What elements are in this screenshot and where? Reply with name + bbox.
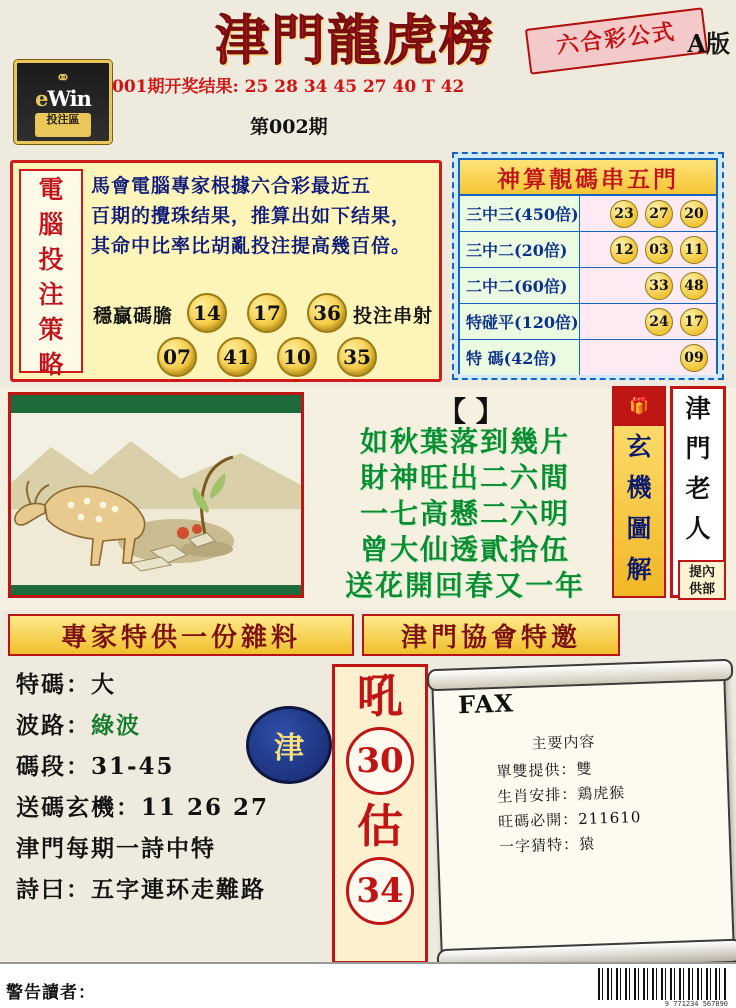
scroll-roller-top: [427, 659, 734, 692]
bet-numbers: [91, 291, 435, 381]
odds-ball: 48: [680, 272, 708, 300]
laoren-char: 津: [685, 394, 711, 423]
verse-line: 財神旺出二六間: [359, 461, 570, 494]
frame-top-bar: [11, 395, 301, 413]
tigong-badge: 提內 供部: [678, 560, 726, 600]
odds-title-bar: [460, 160, 716, 196]
betting-zone-label: 投注區: [35, 113, 91, 137]
strategy-text: [91, 171, 433, 261]
info-label: 碼段：: [16, 753, 91, 780]
strategy-line-1: 馬會電腦專家根據六合彩最近五: [91, 175, 372, 197]
fax-label: FAX: [457, 688, 515, 720]
brand-text: eWin: [35, 86, 91, 111]
formula-ribbon: [525, 7, 708, 74]
issue-number: 第002期: [250, 116, 328, 138]
verse-line: 如秋葉落到幾片: [359, 425, 570, 458]
odds-row: [460, 232, 716, 268]
odds-ball: 17: [680, 308, 708, 336]
strategy-ball: 10: [277, 337, 317, 377]
odds-numbers: [580, 268, 716, 303]
vlabel-6: 略: [38, 350, 64, 379]
bet-label-right: 投注串射: [352, 305, 433, 327]
footer: [0, 962, 736, 1008]
info-label: 津門每期一詩中特: [16, 835, 216, 862]
vlabel-1: 電: [38, 175, 64, 204]
info-label: 詩曰：: [16, 876, 91, 903]
strategy-line-2: 百期的攪珠结果，推算出如下结果，: [91, 205, 412, 227]
laoren-char: 門: [685, 434, 711, 463]
odds-label: 特 碼(42倍): [460, 340, 580, 375]
vlabel-2: 腦: [38, 210, 64, 239]
info-row-poem-title: [8, 828, 326, 869]
illustration-frame: [8, 392, 304, 598]
strategy-ball: 41: [217, 337, 257, 377]
fax-title: 主要内容: [531, 732, 596, 753]
verse-line: 送花開回春又一年: [344, 569, 585, 602]
bracket-mark: 【 】: [438, 395, 504, 428]
odds-ball: 23: [610, 200, 638, 228]
strategy-ball: 07: [157, 337, 197, 377]
odds-ball: 20: [680, 200, 708, 228]
verse-line: 曾大仙透貳拾伍: [359, 533, 570, 566]
barcode-text: 9 771234 567890: [664, 1000, 728, 1008]
ewin-logo: [14, 60, 112, 144]
header: [0, 0, 736, 72]
banner-right-label: 津門協會特邀: [400, 622, 581, 653]
info-value: 大: [91, 671, 116, 698]
odds-label: 特碰平(120倍): [460, 304, 580, 339]
info-value: 11 26 27: [141, 794, 270, 821]
xuanji-char: 解: [626, 555, 652, 584]
odds-ball: 12: [610, 236, 638, 264]
odds-numbers: [580, 340, 716, 375]
odds-row: [460, 340, 716, 375]
seal-text: 津: [274, 731, 304, 766]
strategy-ball: 36: [307, 293, 347, 333]
verse-line: 一七高懸二六明: [359, 497, 570, 530]
odds-ball: 03: [645, 236, 673, 264]
blue-seal: [246, 706, 332, 784]
info-row-poem: [8, 869, 326, 910]
banner-left-label: 專家特供一份雜料: [60, 622, 301, 653]
vlabel-5: 策: [38, 315, 64, 344]
fax-scroll: [431, 667, 735, 963]
xuanji-column: [612, 386, 666, 598]
strategy-vertical-label: [19, 169, 83, 379]
fax-line: 旺碼必開：211610: [497, 807, 642, 831]
banner-left: [8, 614, 354, 656]
info-value: 31-45: [91, 753, 175, 780]
odds-label: 三中三(450倍): [460, 196, 580, 231]
warning-label: 警告讀者：: [6, 983, 96, 1003]
strategy-ball: 17: [247, 293, 287, 333]
hougu-char-1: 吼: [357, 669, 403, 723]
edition-label: A版: [687, 29, 730, 58]
hougu-number-2: 34: [346, 857, 414, 925]
odds-title: 神算靚碼串五門: [497, 165, 679, 193]
draw-result: 001期开奖结果: 25 28 34 45 27 40 T 42: [112, 77, 465, 97]
odds-label: 三中二(20倍): [460, 232, 580, 267]
odds-numbers: [580, 196, 716, 231]
deer-illustration: [11, 413, 301, 585]
info-label: 特碼：: [16, 671, 91, 698]
fax-line: 單雙提供：雙: [496, 759, 593, 781]
bet-label-left: 穩贏碼膽: [93, 305, 174, 327]
hougu-number-1: 30: [346, 727, 414, 795]
strategy-panel: [10, 160, 442, 382]
ribbon-label: 六合彩公式: [555, 18, 678, 60]
odds-ball: 09: [680, 344, 708, 372]
hougu-panel: [332, 664, 428, 964]
page-title: 津門龍虎榜: [215, 8, 495, 72]
info-value: 五字連环走難路: [91, 876, 266, 903]
vlabel-4: 注: [38, 280, 64, 309]
xuanji-char: 機: [626, 473, 652, 502]
banner-right: [362, 614, 620, 656]
info-value: 綠波: [91, 712, 141, 739]
frame-bottom-bar: [11, 585, 301, 595]
strategy-line-3: 其命中比率比胡亂投注提高幾百倍。: [91, 235, 412, 257]
odds-ball: 24: [645, 308, 673, 336]
fax-line: 一字猜特：猿: [498, 834, 596, 856]
odds-row: [460, 268, 716, 304]
odds-panel: [452, 152, 724, 380]
info-label: 送碼玄機：: [16, 794, 141, 821]
odds-numbers: [580, 304, 716, 339]
barcode: [598, 968, 728, 1000]
laoren-char: 人: [685, 514, 711, 543]
fax-line: 生肖安排：鶏虎猴: [497, 783, 626, 806]
odds-row: [460, 304, 716, 340]
verse-block: [322, 392, 608, 604]
odds-numbers: [580, 232, 716, 267]
odds-ball: 11: [680, 236, 708, 264]
info-row-special: [8, 664, 326, 705]
laoren-char: 老: [685, 474, 711, 503]
info-row-gift-codes: [8, 787, 326, 828]
xuanji-char: 玄: [626, 432, 652, 461]
odds-ball: 33: [645, 272, 673, 300]
info-label: 波路：: [16, 712, 91, 739]
hougu-char-2: 估: [357, 799, 403, 853]
odds-ball: 27: [645, 200, 673, 228]
odds-label: 二中二(60倍): [460, 268, 580, 303]
strategy-ball: 35: [337, 337, 377, 377]
fax-content: [495, 725, 715, 859]
horseshoe-icon: ⚭: [55, 67, 71, 89]
odds-row: [460, 196, 716, 232]
gift-icon: 🎁: [614, 388, 664, 426]
xuanji-char: 圖: [626, 514, 652, 543]
vlabel-3: 投: [38, 245, 64, 274]
strategy-ball: 14: [187, 293, 227, 333]
